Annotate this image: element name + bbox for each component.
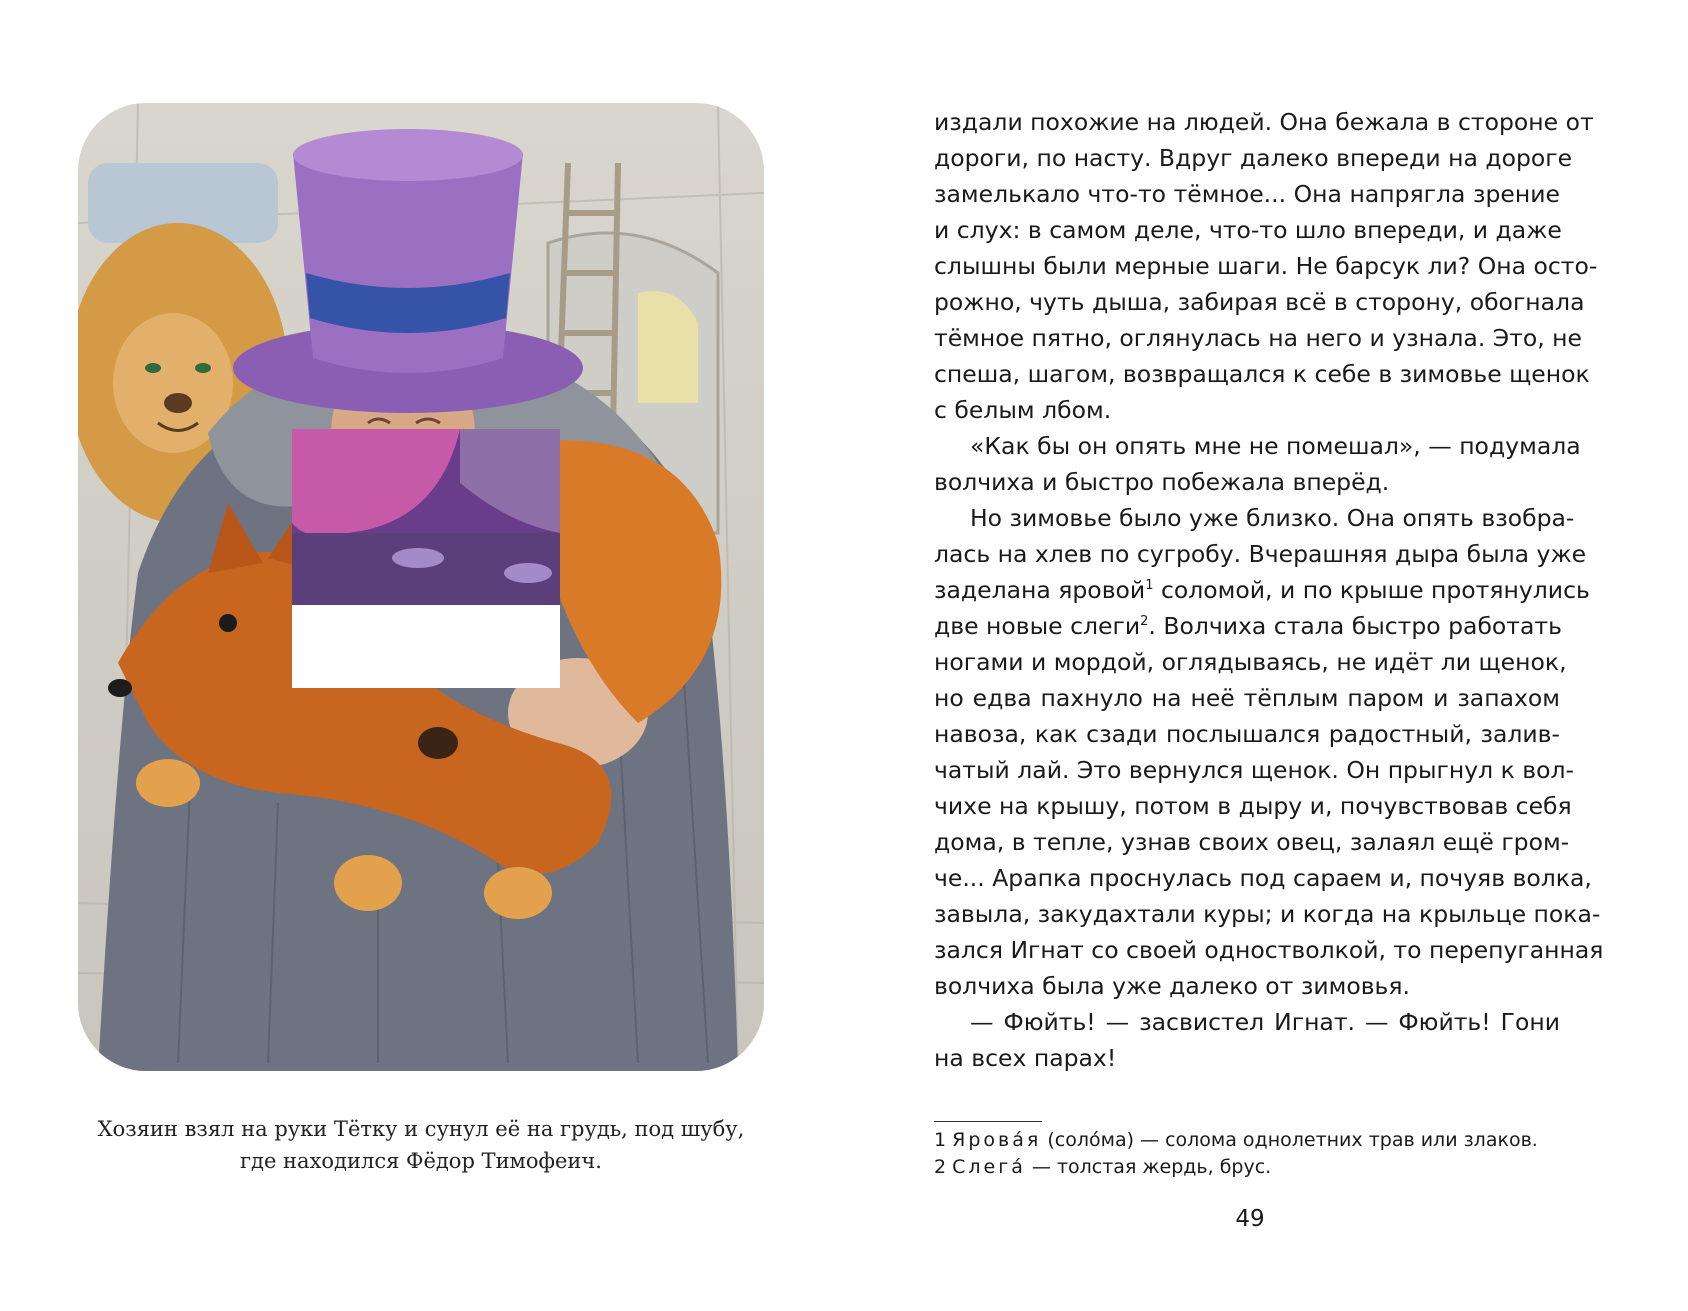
- text-line: на всех парах!: [934, 1044, 1117, 1072]
- caption-line: Хозяин взял на руки Тётку и сунул её на грудь, под шубу,: [97, 1117, 745, 1141]
- text-line: [934, 572, 1590, 608]
- text-line: лась на хлев по сугробу. Вчерашняя дыра была уже: [934, 540, 1587, 568]
- text-line: издали похожие на людей. Она бежала в стороне от: [934, 108, 1594, 136]
- caption-line: где находился Фёдор Тимофеич.: [240, 1149, 602, 1173]
- footnote-term: Слега́: [952, 1156, 1026, 1178]
- page-number: 49: [1235, 1206, 1265, 1232]
- text-line: дома, в тепле, узнав своих овец, залаял ещё гром-: [934, 828, 1570, 856]
- text-line: тёмное пятно, оглянулась на него и узнала. Это, не: [934, 324, 1582, 352]
- text-line: дороги, по насту. Вдруг далеко впереди на дороге: [934, 144, 1573, 172]
- text-fragment: соломой, и по крыше протянулись: [1153, 576, 1590, 604]
- footnote-2: [934, 1154, 1560, 1181]
- text-line: зался Игнат со своей одностволкой, то перепуганная: [934, 936, 1604, 964]
- text-fragment: заделана яровой: [934, 576, 1146, 604]
- text-line: — Фюйть! — засвистел Игнат. — Фюйть! Гони: [970, 1008, 1560, 1036]
- text-line: спеша, шагом, возвращался к себе в зимовье щенок: [934, 360, 1590, 388]
- text-line: ногами и мордой, оглядываясь, не идёт ли щенок,: [934, 648, 1567, 676]
- fox-dog-illustration: [78, 103, 764, 1071]
- text-line: волчиха была уже далеко от зимовья.: [934, 972, 1411, 1000]
- footnotes: [934, 1127, 1560, 1181]
- illustration-panel: [78, 103, 764, 1071]
- text-line: замелькало что-то тёмное... Она напрягла зрение: [934, 180, 1560, 208]
- text-line: Но зимовье было уже близко. Она опять взобра-: [970, 504, 1575, 532]
- story-text: [934, 104, 1604, 1076]
- illustration-caption: [78, 1113, 764, 1177]
- text-line: че... Арапка проснулась под сараем и, почуяв волка,: [934, 864, 1592, 892]
- top-hat-illustration: [233, 129, 583, 413]
- text-line: чихе на крышу, потом в дыру и, почувствовав себя: [934, 792, 1572, 820]
- text-line: завыла, закудахтали куры; и когда на крыльце пока-: [934, 900, 1601, 928]
- footnote-term: Ярова́я: [952, 1129, 1042, 1151]
- footnote-ref: 2: [1140, 614, 1149, 629]
- footnote-text: — толстая жердь, брус.: [1025, 1156, 1272, 1178]
- text-line: с белым лбом.: [934, 396, 1112, 424]
- text-line: слышны были мерные шаги. Не барсук ли? Она осто-: [934, 252, 1598, 280]
- footnote-divider: [934, 1121, 1042, 1122]
- text-line: «Как бы он опять мне не помешал», — подумала: [970, 432, 1581, 460]
- text-line: чатый лай. Это вернулся щенок. Он прыгнул к вол-: [934, 756, 1575, 784]
- footnote-ref: 1: [1145, 578, 1154, 593]
- text-line: навоза, как сзади послышался радостный, залив-: [934, 720, 1560, 748]
- footnote-number: 2: [934, 1156, 947, 1178]
- text-line: и слух: в самом деле, что-то шло впереди, и даже: [934, 216, 1562, 244]
- text-line: рожно, чуть дыша, забирая всё в сторону, обогнала: [934, 288, 1585, 316]
- footnote-number: 1: [934, 1129, 947, 1151]
- text-line: волчиха и быстро побежала вперёд.: [934, 468, 1390, 496]
- text-line: но едва пахнуло на неё тёплым паром и запахом: [934, 684, 1560, 712]
- text-line: [934, 608, 1560, 644]
- footnote-text: (соло́ма) — солома однолетних трав или злаков.: [1041, 1129, 1538, 1151]
- footnote-1: [934, 1127, 1560, 1154]
- text-fragment: две новые слеги: [934, 612, 1141, 640]
- text-fragment: . Волчиха стала быстро работать: [1148, 612, 1562, 640]
